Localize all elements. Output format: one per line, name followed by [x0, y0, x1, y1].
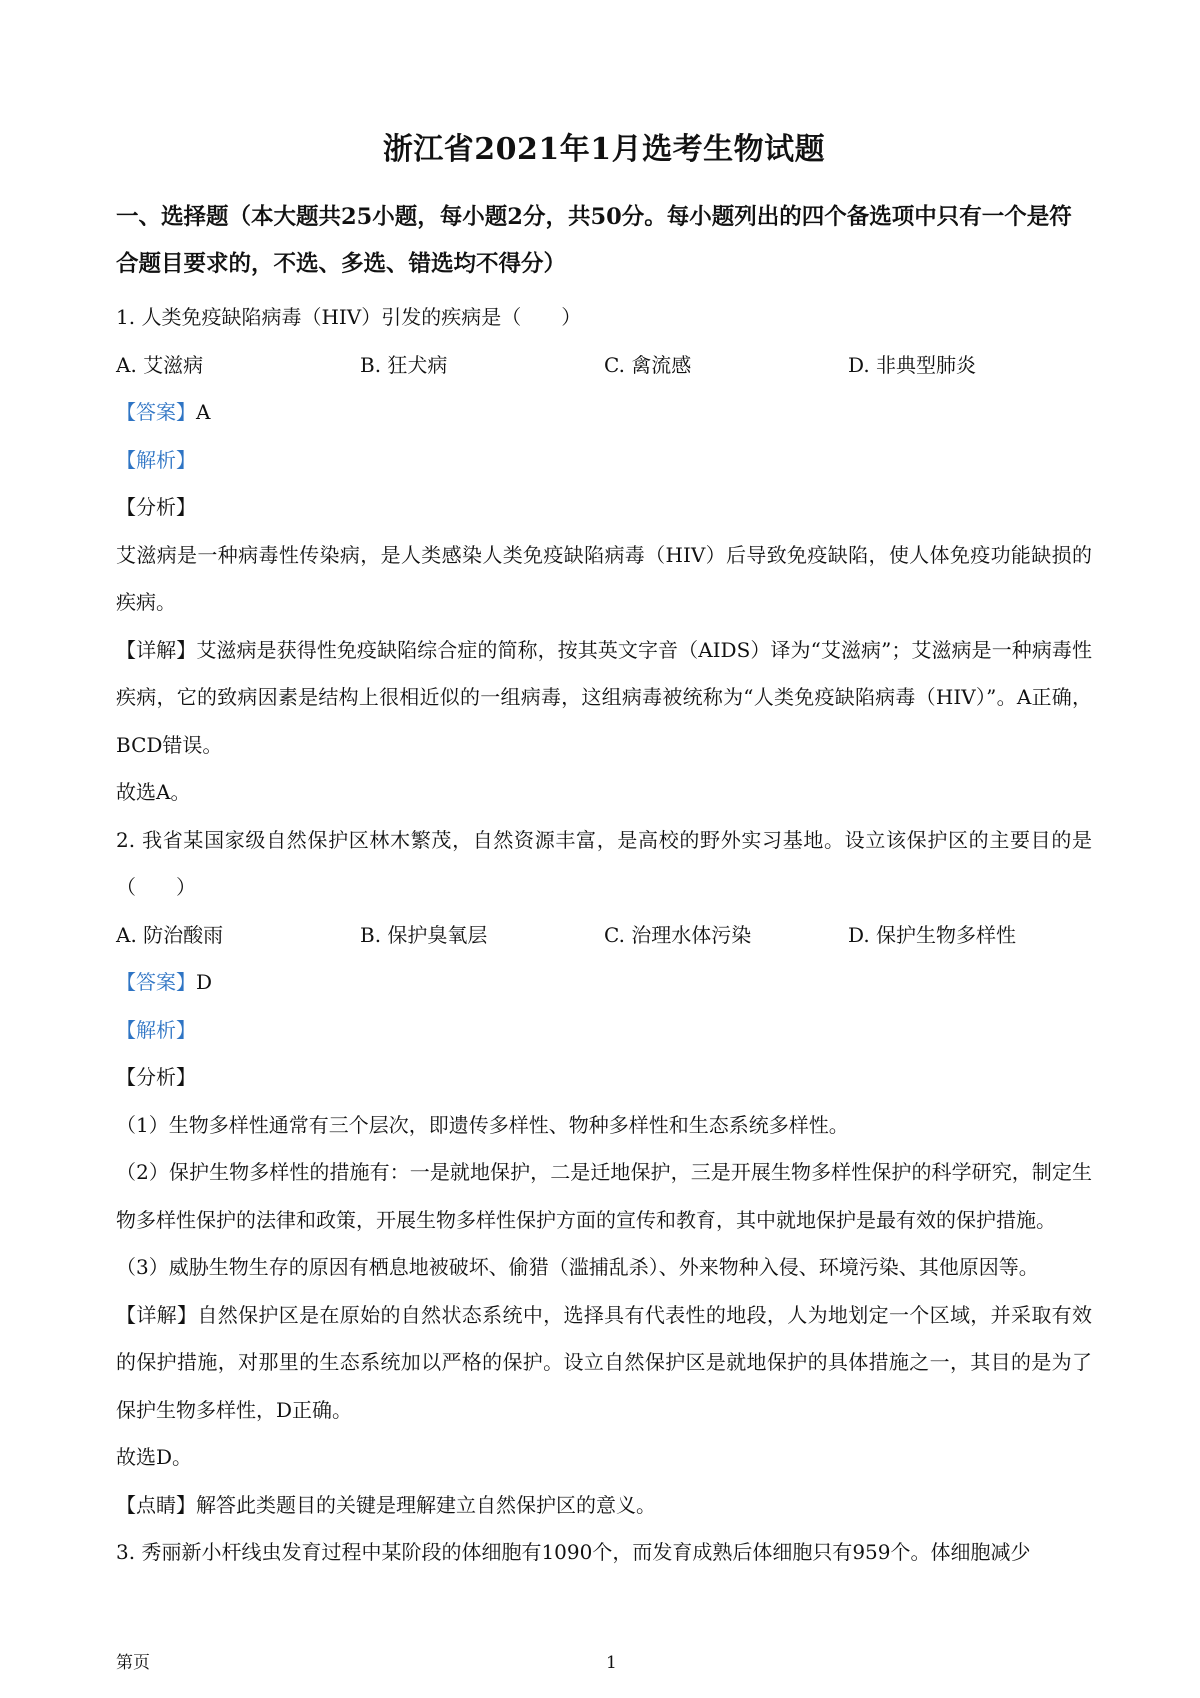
q2-fenxi-2: （2）保护生物多样性的措施有：一是就地保护，二是迁地保护，三是开展生物多样性保护的科学研究，制定生物多样性保护的法律和政策，开展生物多样性保护方面的宣传和教育，其中就地保护是最有效的保护措施。	[116, 1160, 1092, 1232]
q2-option-c: C. 治理水体污染	[604, 922, 752, 947]
q1-detail	[116, 627, 1092, 770]
q2-detail	[116, 1292, 1092, 1435]
page-content	[116, 118, 1092, 1577]
section-heading: 一、选择题（本大题共25小题，每小题2分，共50分。每小题列出的四个备选项中只有一个是符合题目要求的，不选、多选、错选均不得分）	[116, 204, 1072, 277]
q2-fenxi-heading: 【分析】	[116, 1065, 196, 1089]
q1-fenxi-text: 艾滋病是一种病毒性传染病，是人类感染人类免疫缺陷病毒（HIV）后导致免疫缺陷，使人体免疫功能缺损的疾病。	[116, 542, 1092, 614]
q1-answer-value: A	[196, 400, 211, 424]
q1-analysis-heading	[116, 437, 1092, 485]
question-1-stem: 1. 人类免疫缺陷病毒（HIV）引发的疾病是（ ）	[116, 305, 582, 329]
q2-option-b: B. 保护臭氧层	[360, 922, 488, 947]
q2-tip	[116, 1482, 1092, 1530]
q1-answer	[116, 389, 1092, 437]
q2-option-a: A. 防治酸雨	[116, 922, 224, 947]
q2-fenxi-1: （1）生物多样性通常有三个层次，即遗传多样性、物种多样性和生态系统多样性。	[116, 1112, 849, 1137]
footer-page-label: 第页	[116, 1653, 150, 1673]
page-title: 浙江省2021年1月选考生物试题	[382, 132, 826, 167]
tip-label: 【点睛】	[116, 1492, 196, 1517]
question-3-stem: 3. 秀丽新小杆线虫发育过程中某阶段的体细胞有1090个，而发育成熟后体细胞只有959个。体细胞减少	[116, 1540, 1031, 1564]
q2-option-d: D. 保护生物多样性	[848, 922, 1017, 947]
answer-label: 【答案】	[116, 400, 196, 424]
analysis-label: 【解析】	[116, 447, 196, 472]
q2-conclusion: 故选D。	[116, 1445, 193, 1469]
detail-label: 【详解】	[116, 637, 197, 662]
q1-option-a: A. 艾滋病	[116, 352, 204, 377]
q1-detail-text: 艾滋病是获得性免疫缺陷综合症的简称，按其英文字音（AIDS）译为“艾滋病”；艾滋病是一种病毒性疾病，它的致病因素是结构上很相近似的一组病毒，这组病毒被统称为“人类免疫缺陷病毒（HIV）”。A正确，BCD错误。	[116, 637, 1093, 757]
analysis-label: 【解析】	[116, 1017, 196, 1042]
q2-tip-text: 解答此类题目的关键是理解建立自然保护区的意义。	[196, 1492, 656, 1517]
q2-answer	[116, 959, 1092, 1007]
q1-option-b: B. 狂犬病	[360, 352, 448, 377]
question-2-stem: 2. 我省某国家级自然保护区林木繁茂，自然资源丰富，是高校的野外实习基地。设立该保护区的主要目的是（ ）	[116, 827, 1092, 899]
q1-conclusion: 故选A。	[116, 780, 191, 804]
q1-option-d: D. 非典型肺炎	[848, 352, 977, 377]
question-1-options	[116, 342, 1092, 390]
footer-page-number: 1	[606, 1653, 617, 1673]
answer-label: 【答案】	[116, 970, 196, 994]
q2-answer-value: D	[196, 970, 213, 994]
q2-analysis-heading	[116, 1007, 1092, 1055]
q1-fenxi-heading: 【分析】	[116, 495, 196, 519]
q1-option-c: C. 禽流感	[604, 352, 692, 377]
detail-label: 【详解】	[116, 1302, 198, 1327]
question-2-options	[116, 912, 1092, 960]
q2-fenxi-3: （3）威胁生物生存的原因有栖息地被破坏、偷猎（滥捕乱杀）、外来物种入侵、环境污染、其他原因等。	[116, 1255, 1039, 1279]
q2-detail-text: 自然保护区是在原始的自然状态系统中，选择具有代表性的地段，人为地划定一个区域，并采取有效的保护措施，对那里的生态系统加以严格的保护。设立自然保护区是就地保护的具体措施之一，其目的是为了保护生物多样性，D正确。	[116, 1302, 1093, 1422]
